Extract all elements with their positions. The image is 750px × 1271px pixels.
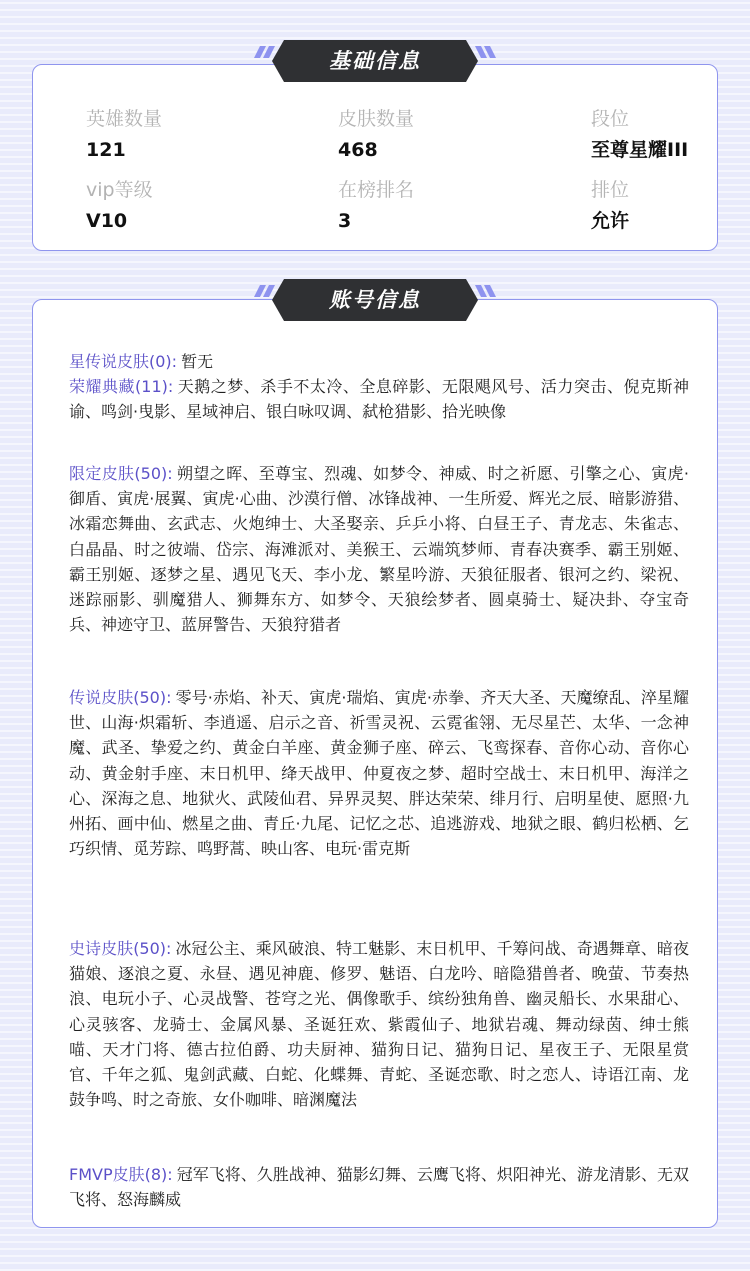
section-content: 天鹅之梦、杀手不太冷、全息碎影、无限飓风号、活力突击、倪克斯神谕、鸣剑·曳影、星域神启、银白咏叹调、弑枪猎影、拾光映像 xyxy=(69,377,689,422)
stat-label: 段位 xyxy=(591,108,630,130)
stat-label: 皮肤数量 xyxy=(338,108,415,130)
skin-section-fmvp xyxy=(69,1162,689,1212)
section-content: 朔望之晖、至尊宝、烈魂、如梦令、神威、时之祈愿、引擎之心、寅虎·御盾、寅虎·展翼、寅虎·心曲、沙漠行僧、冰锋战神、一生所爱、辉光之辰、暗影游猎、冰霜恋舞曲、玄武志、火炮绅士、大圣娶亲、乒乒小将、白昼王子、青龙志、朱雀志、白晶晶、时之彼端、岱宗、海滩派对、美猴王、云端筑梦师、青春决赛季、霸王别姬、霸王别姬、逐梦之星、遇见飞天、李小龙、繁星吟游、天狼征服者、银河之约、梁祝、迷踪丽影、驯魔猎人、狮舞东方、如梦令、天狼绘梦者、圆桌骑士、疑决卦、夺宝奇兵、神迹守卫、蓝屏警告、天狼狩猎者 xyxy=(69,464,689,635)
basic-info-card xyxy=(32,64,718,251)
skin-section-star-legend xyxy=(69,349,689,374)
basic-info-header xyxy=(248,38,502,84)
stat-skin-count xyxy=(338,106,538,163)
section-content: 零号·赤焰、补天、寅虎·瑞焰、寅虎·赤拳、齐天大圣、天魔缭乱、淬星耀世、山海·炽霜斩、李逍遥、启示之音、祈雪灵祝、云霓雀翎、无尽星芒、太华、一念神魔、武圣、挚爱之约、黄金白羊座、黄金狮子座、碎云、飞鸾探春、音你心动、音你心动、黄金射手座、末日机甲、绛天战甲、仲夏夜之梦、超时空战士、末日机甲、海洋之心、深海之息、地狱火、武陵仙君、异界灵契、胖达荣荣、绯月行、启明星使、愿照·九州拓、画中仙、燃星之曲、青丘·九尾、记忆之芯、追逃游戏、地狱之眼、鹤归松栖、乞巧织情、觅芳踪、鸣野蒿、映山客、电玩·雷克斯 xyxy=(69,688,689,859)
stat-value: 121 xyxy=(86,139,126,161)
stat-vip-level xyxy=(86,177,286,234)
stat-value: 至尊星耀III xyxy=(591,139,689,161)
skin-section-glory-collection xyxy=(69,374,689,424)
skin-section-limited xyxy=(69,461,689,637)
skin-section-epic xyxy=(69,936,689,1112)
stat-label: 在榜排名 xyxy=(338,179,415,201)
section-title: 账号信息 xyxy=(329,288,421,312)
stat-leaderboard-rank xyxy=(338,177,538,234)
stat-value: 允许 xyxy=(591,210,630,232)
stat-hero-count xyxy=(86,106,286,163)
stat-ranked-allowed xyxy=(591,177,750,234)
stat-value: 468 xyxy=(338,139,378,161)
section-title: 基础信息 xyxy=(329,49,421,73)
section-label: 史诗皮肤(50): xyxy=(69,939,172,958)
section-label: 星传说皮肤(0): xyxy=(69,352,178,371)
section-label: 传说皮肤(50): xyxy=(69,688,172,707)
section-content: 暂无 xyxy=(181,352,214,371)
stat-label: 英雄数量 xyxy=(86,108,163,130)
stat-rank-tier xyxy=(591,106,750,163)
section-content: 冠军飞将、久胜战神、猫影幻舞、云鹰飞将、炽阳神光、游龙清影、无双飞将、怒海麟威 xyxy=(69,1165,689,1210)
account-info-card xyxy=(32,299,718,1228)
section-label: FMVP皮肤(8): xyxy=(69,1165,173,1184)
stat-label: 排位 xyxy=(591,179,630,201)
section-content: 冰冠公主、乘风破浪、特工魅影、末日机甲、千筹问战、奇遇舞章、暗夜猫娘、逐浪之夏、永昼、遇见神鹿、修罗、魅语、白龙吟、暗隐猎兽者、晚萤、节奏热浪、电玩小子、心灵战警、苍穹之光、偶像歌手、缤纷独角兽、幽灵船长、水果甜心、心灵骇客、龙骑士、金属风暴、圣诞狂欢、紫霞仙子、地狱岩魂、舞动绿茵、绅士熊喵、天才门将、德古拉伯爵、功夫厨神、猫狗日记、猫狗日记、星夜王子、无限星赏官、千年之狐、鬼剑武藏、白蛇、化蝶舞、青蛇、圣诞恋歌、时之恋人、诗语江南、龙鼓争鸣、时之奇旅、女仆咖啡、暗渊魔法 xyxy=(69,939,689,1110)
account-info-header xyxy=(248,277,502,323)
stat-value: V10 xyxy=(86,210,128,232)
section-label: 限定皮肤(50): xyxy=(69,464,173,483)
stat-value: 3 xyxy=(338,210,352,232)
stat-label: vip等级 xyxy=(86,179,153,201)
section-label: 荣耀典藏(11): xyxy=(69,377,174,396)
skin-section-legend xyxy=(69,685,689,861)
